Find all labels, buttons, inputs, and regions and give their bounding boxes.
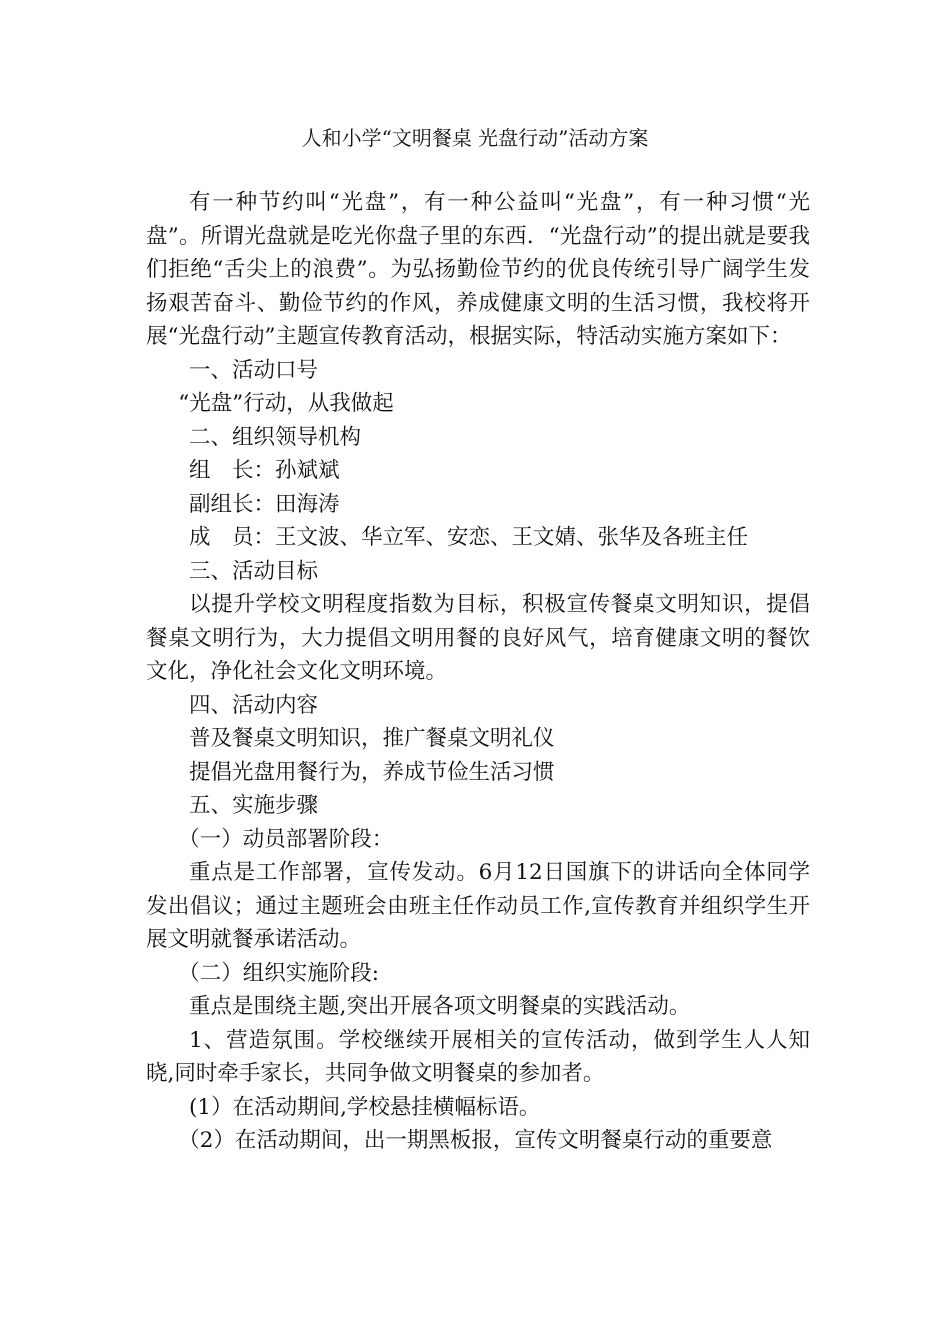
- atmosphere-paragraph: 1、营造氛围。学校继续开展相关的宣传活动，做到学生人人知晓,同时牵手家长，共同争做文明餐桌的参加者。: [146, 1027, 810, 1086]
- section-heading-goals: 三、活动目标: [189, 558, 319, 584]
- implementation-focus: 重点是围绕主题,突出开展各项文明餐桌的实践活动。: [189, 994, 691, 1019]
- document-title: 人和小学“文明餐桌 光盘行动”活动方案: [301, 126, 649, 150]
- section-heading-steps: 五、实施步骤: [189, 793, 319, 818]
- section-heading-content: 四、活动内容: [189, 692, 319, 718]
- slogan-text: “光盘”行动，从我做起: [178, 391, 394, 416]
- content-item-2: 提倡光盘用餐行为，养成节俭生活习惯: [189, 759, 555, 785]
- mobilization-paragraph: 重点是工作部署，宣传发动。6月12日国旗下的讲话向全体同学发出倡议；通过主题班会由班主任作动员工作,宣传教育并组织学生开展文明就餐承诺活动。: [146, 860, 810, 952]
- leader-line: 组 长：孙斌斌: [189, 458, 340, 483]
- members-line: 成 员：王文波、华立军、安恋、王文婧、张华及各班主任: [189, 525, 749, 550]
- sub-item-blackboard: （2）在活动期间，出一期黑板报，宣传文明餐桌行动的重要意: [178, 1128, 773, 1153]
- step-heading-implementation: （二）组织实施阶段:: [178, 960, 379, 986]
- intro-paragraph: 有一种节约叫“光盘”，有一种公益叫“光盘”，有一种习惯“光盘”。所谓光盘就是吃光你盘子里的东西．“光盘行动”的提出就是要我们拒绝“舌尖上的浪费”。为弘扬勤俭节约的优良传统引导广阔学生发扬艰苦奋斗、勤俭节约的作风，养成健康文明的生活习惯，我校将开展“光盘行动”主题宣传教育活动，根据实际，特活动实施方案如下：: [146, 190, 810, 349]
- section-heading-slogan: 一、活动口号: [189, 357, 319, 383]
- document-body: [146, 186, 810, 1158]
- section-heading-organization: 二、组织领导机构: [189, 424, 362, 450]
- sub-item-banner: (1）在活动期间,学校悬挂横幅标语。: [189, 1094, 541, 1120]
- step-heading-mobilization: （一）动员部署阶段：: [178, 826, 394, 852]
- content-item-1: 普及餐桌文明知识，推广餐桌文明礼仪: [189, 726, 555, 751]
- goals-paragraph: 以提升学校文明程度指数为目标，积极宣传餐桌文明知识，提倡餐桌文明行为，大力提倡文明用餐的良好风气，培育健康文明的餐饮文化，净化社会文化文明环境。: [146, 592, 810, 684]
- deputy-leader-line: 副组长：田海涛: [189, 491, 340, 517]
